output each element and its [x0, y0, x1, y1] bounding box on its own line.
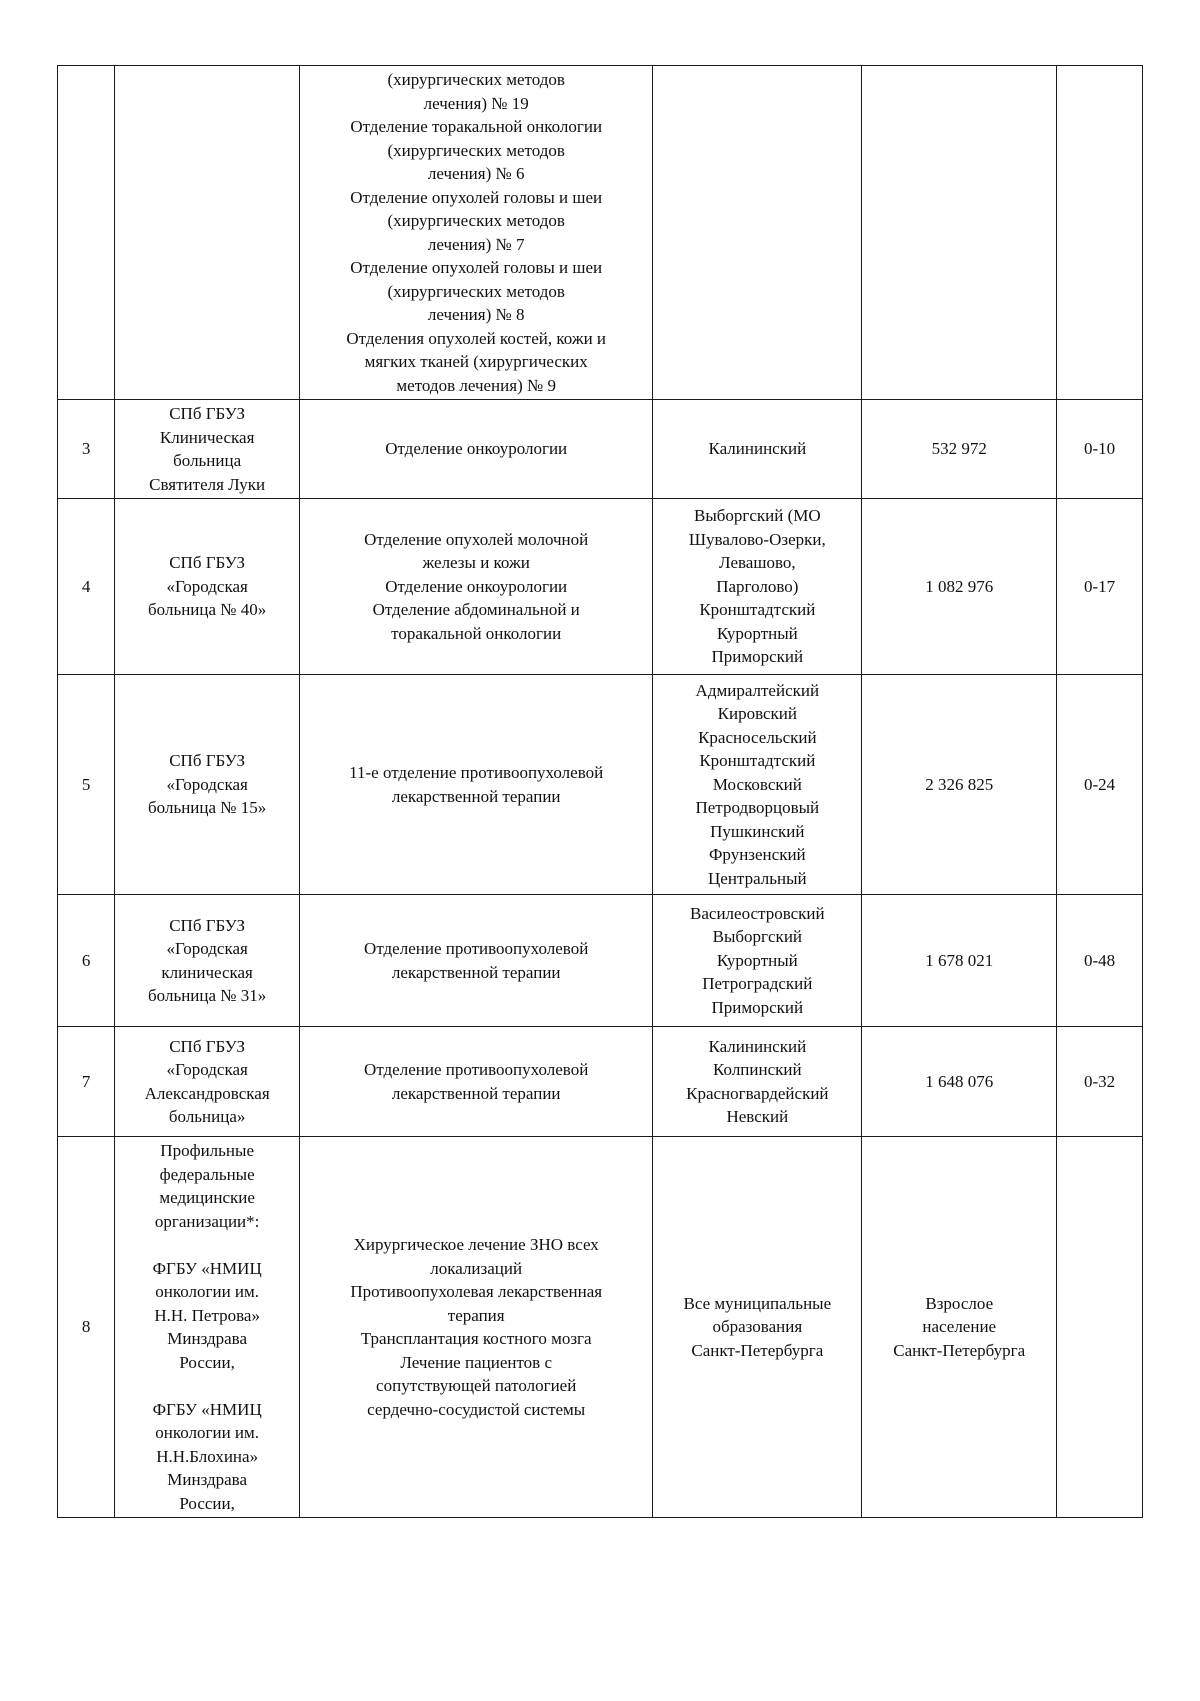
cell-districts: [653, 400, 862, 499]
text-line: «Городская: [166, 939, 248, 958]
cell-population: [862, 895, 1057, 1027]
cell-lines: [868, 575, 1050, 599]
cell-lines: [306, 1058, 646, 1105]
cell-code: 0-10: [1057, 400, 1143, 499]
text-line: больница»: [168, 1107, 246, 1126]
cell-organization: [115, 499, 300, 675]
text-line: Петроградский: [702, 974, 813, 994]
text-line: СПб ГБУЗ: [169, 915, 246, 935]
text-line: лечения) № 7: [427, 234, 525, 254]
table-row: [58, 499, 1143, 675]
text-line: Отделение онкоурологии: [385, 439, 568, 459]
cell-lines: [306, 437, 646, 461]
cell-lines: [121, 551, 293, 622]
cell-code: 0-32: [1057, 1027, 1143, 1137]
text-line: Санкт-Петербурга: [893, 1340, 1026, 1360]
cell-population: [862, 675, 1057, 895]
cell-num: 6: [58, 895, 115, 1027]
text-line: Адмиралтейский: [695, 680, 820, 700]
text-line: Отделение онкоурологии: [385, 576, 568, 596]
text-line: локализаций: [430, 1258, 523, 1278]
cell-code: 0-48: [1057, 895, 1143, 1027]
text-line: лечения) № 19: [423, 93, 529, 113]
text-line: Московский: [712, 774, 802, 794]
text-line: Центральный: [708, 868, 807, 888]
cell-organization: [115, 675, 300, 895]
cell-organization: [115, 1137, 300, 1518]
cell-population: [862, 66, 1057, 400]
text-line: 532 972: [931, 439, 987, 459]
cell-lines: [306, 1233, 646, 1421]
text-line: Святителя Луки: [149, 474, 266, 494]
text-line: больница № 40»: [148, 600, 267, 620]
table-row: [58, 675, 1143, 895]
cell-lines: [121, 914, 293, 1008]
cell-departments: [300, 675, 653, 895]
cell-departments: [300, 400, 653, 499]
cell-lines: [659, 1292, 855, 1363]
text-line: Отделение опухолей головы и шеи: [350, 187, 603, 207]
text-line: Фрунзенский: [708, 845, 806, 865]
text-line: клиническая: [161, 962, 253, 982]
text-line: (хирургических методов: [387, 70, 565, 89]
text-line: железы и кожи: [422, 553, 530, 573]
text-line: Взрослое: [925, 1293, 994, 1313]
cell-departments: [300, 1027, 653, 1137]
text-line: больница № 31»: [148, 986, 267, 1005]
text-line: Минздрава: [167, 1470, 248, 1489]
cell-districts: [653, 1137, 862, 1518]
cell-lines: [659, 679, 855, 891]
cell-departments: [300, 895, 653, 1027]
cell-lines: [121, 1398, 293, 1516]
text-line: Калининский: [708, 1036, 807, 1056]
text-line: СПб ГБУЗ: [169, 1036, 246, 1056]
text-line: 11-е отделение противоопухолевой: [349, 763, 604, 782]
text-line: Шувалово-Озерки,: [688, 529, 826, 549]
text-line: образования: [712, 1317, 803, 1337]
text-line: Левашово,: [719, 553, 796, 573]
text-line: Отделение опухолей головы и шеи: [350, 258, 603, 277]
text-line: Кировский: [717, 704, 798, 724]
cell-districts: [653, 499, 862, 675]
cell-num: 4: [58, 499, 115, 675]
text-line: Отделение торакальной онкологии: [350, 117, 603, 136]
text-line: Клиническая: [159, 427, 255, 447]
text-line: ФГБУ «НМИЦ: [152, 1399, 262, 1419]
text-line: Отделение абдоминальной и: [372, 600, 580, 620]
table-row: [58, 1137, 1143, 1518]
text-line: Санкт-Петербурга: [691, 1340, 824, 1360]
text-line: Красносельский: [698, 727, 817, 747]
text-line: «Городская: [166, 576, 248, 596]
text-line: ФГБУ «НМИЦ: [152, 1258, 262, 1278]
text-line: России,: [179, 1493, 235, 1513]
text-line: (хирургических методов: [387, 140, 565, 160]
cell-lines: [868, 1070, 1050, 1094]
cell-organization: [115, 66, 300, 400]
table-row-continuation: [58, 66, 1143, 400]
text-line: онкологии им.: [155, 1423, 260, 1442]
text-line: терапия: [447, 1305, 505, 1325]
text-line: 2 326 825: [925, 774, 994, 794]
text-line: Василеостровский: [690, 903, 825, 923]
text-line: организации*:: [154, 1211, 260, 1231]
cell-lines: [659, 1035, 855, 1129]
text-line: Противоопухолевая лекарственная: [350, 1282, 603, 1301]
text-line: Кронштадтский: [699, 751, 816, 771]
text-line: «Городская: [166, 774, 248, 794]
cell-lines: [868, 1292, 1050, 1363]
text-line: мягких тканей (хирургических: [364, 352, 588, 371]
text-line: Кронштадтский: [699, 600, 816, 620]
text-line: лекарственной терапии: [391, 786, 561, 806]
oncology-departments-table: [57, 65, 1143, 1518]
text-line: Колпинский: [713, 1060, 802, 1079]
cell-lines: [659, 504, 855, 669]
text-line: Профильные: [160, 1141, 254, 1160]
text-line: сердечно-сосудистой системы: [367, 1399, 586, 1419]
cell-districts: [653, 895, 862, 1027]
text-line: Приморский: [711, 647, 804, 667]
cell-num: [58, 66, 115, 400]
cell-code: [1057, 66, 1143, 400]
text-line: Выборгский: [712, 927, 803, 947]
cell-lines: [121, 749, 293, 820]
cell-lines: [306, 761, 646, 808]
text-line: СПб ГБУЗ: [169, 553, 246, 573]
cell-num: 5: [58, 675, 115, 895]
cell-districts: [653, 675, 862, 895]
text-line: лечения) № 8: [427, 305, 525, 324]
text-line: Минздрава: [167, 1329, 248, 1348]
cell-districts: [653, 66, 862, 400]
cell-population: [862, 400, 1057, 499]
text-line: Отделение опухолей молочной: [364, 529, 589, 549]
cell-departments: [300, 1137, 653, 1518]
cell-lines: [121, 1139, 293, 1233]
text-line: Курортный: [716, 623, 798, 643]
cell-lines: [868, 949, 1050, 973]
text-line: торакальной онкологии: [391, 623, 562, 643]
cell-departments: [300, 499, 653, 675]
text-line: больница № 15»: [148, 798, 267, 818]
text-line: Отделение противоопухолевой: [364, 1060, 589, 1079]
text-line: население: [922, 1317, 997, 1337]
text-line: 1 648 076: [925, 1071, 994, 1091]
text-line: 1 082 976: [925, 576, 994, 596]
text-line: Лечение пациентов с: [400, 1352, 552, 1372]
text-line: методов лечения) № 9: [396, 375, 556, 395]
text-line: Калининский: [708, 439, 807, 459]
text-line: Трансплантация костного мозга: [360, 1329, 592, 1348]
cell-organization: [115, 895, 300, 1027]
text-line: СПб ГБУЗ: [169, 404, 246, 423]
cell-code: 0-24: [1057, 675, 1143, 895]
text-line: Выборгский (МО: [693, 506, 821, 526]
cell-lines: [306, 937, 646, 984]
cell-num: 3: [58, 400, 115, 499]
text-line: медицинские: [159, 1188, 255, 1207]
cell-lines: [659, 437, 855, 461]
text-line: России,: [179, 1352, 235, 1372]
cell-lines: [121, 402, 293, 496]
cell-organization: [115, 400, 300, 499]
text-line: федеральные: [159, 1164, 255, 1184]
text-line: Н.Н. Петрова»: [154, 1305, 260, 1325]
text-line: лечения) № 6: [427, 164, 525, 183]
text-line: Отделение противоопухолевой: [364, 939, 589, 958]
cell-population: [862, 1137, 1057, 1518]
table-row: [58, 895, 1143, 1027]
text-line: Петродворцовый: [695, 798, 820, 818]
cell-lines: [659, 902, 855, 1020]
cell-population: [862, 1027, 1057, 1137]
text-line: сопутствующей патологией: [376, 1376, 577, 1395]
cell-organization: [115, 1027, 300, 1137]
cell-lines: [306, 528, 646, 646]
text-line: лекарственной терапии: [391, 962, 561, 982]
cell-lines: [121, 1035, 293, 1129]
text-line: Хирургическое лечение ЗНО всех: [353, 1235, 599, 1254]
text-line: Парголово): [716, 576, 799, 596]
text-line: Пушкинский: [710, 821, 805, 841]
cell-lines: [868, 773, 1050, 797]
cell-departments: [300, 66, 653, 400]
cell-lines: [868, 437, 1050, 461]
cell-population: [862, 499, 1057, 675]
text-line: лекарственной терапии: [391, 1083, 561, 1103]
text-line: (хирургических методов: [387, 211, 565, 230]
text-line: Приморский: [711, 997, 804, 1017]
table-row: [58, 400, 1143, 499]
text-line: Невский: [726, 1107, 789, 1126]
table-row: [58, 1027, 1143, 1137]
text-line: больница: [173, 451, 242, 470]
cell-districts: [653, 1027, 862, 1137]
text-line: «Городская: [166, 1060, 248, 1079]
text-line: Курортный: [716, 950, 798, 970]
cell-num: 8: [58, 1137, 115, 1518]
text-line: онкологии им.: [155, 1282, 260, 1301]
cell-code: 0-17: [1057, 499, 1143, 675]
text-line: Все муниципальные: [683, 1293, 832, 1313]
cell-num: 7: [58, 1027, 115, 1137]
text-line: Н.Н.Блохина»: [156, 1446, 259, 1466]
text-line: Александровская: [144, 1083, 270, 1103]
cell-lines: [121, 1257, 293, 1375]
cell-code: [1057, 1137, 1143, 1518]
text-line: 1 678 021: [925, 950, 994, 970]
text-line: Красногвардейский: [686, 1083, 829, 1103]
text-line: Отделения опухолей костей, кожи и: [346, 328, 607, 348]
text-line: СПб ГБУЗ: [169, 751, 246, 771]
text-line: (хирургических методов: [387, 281, 565, 301]
continuation-departments: [306, 68, 646, 397]
